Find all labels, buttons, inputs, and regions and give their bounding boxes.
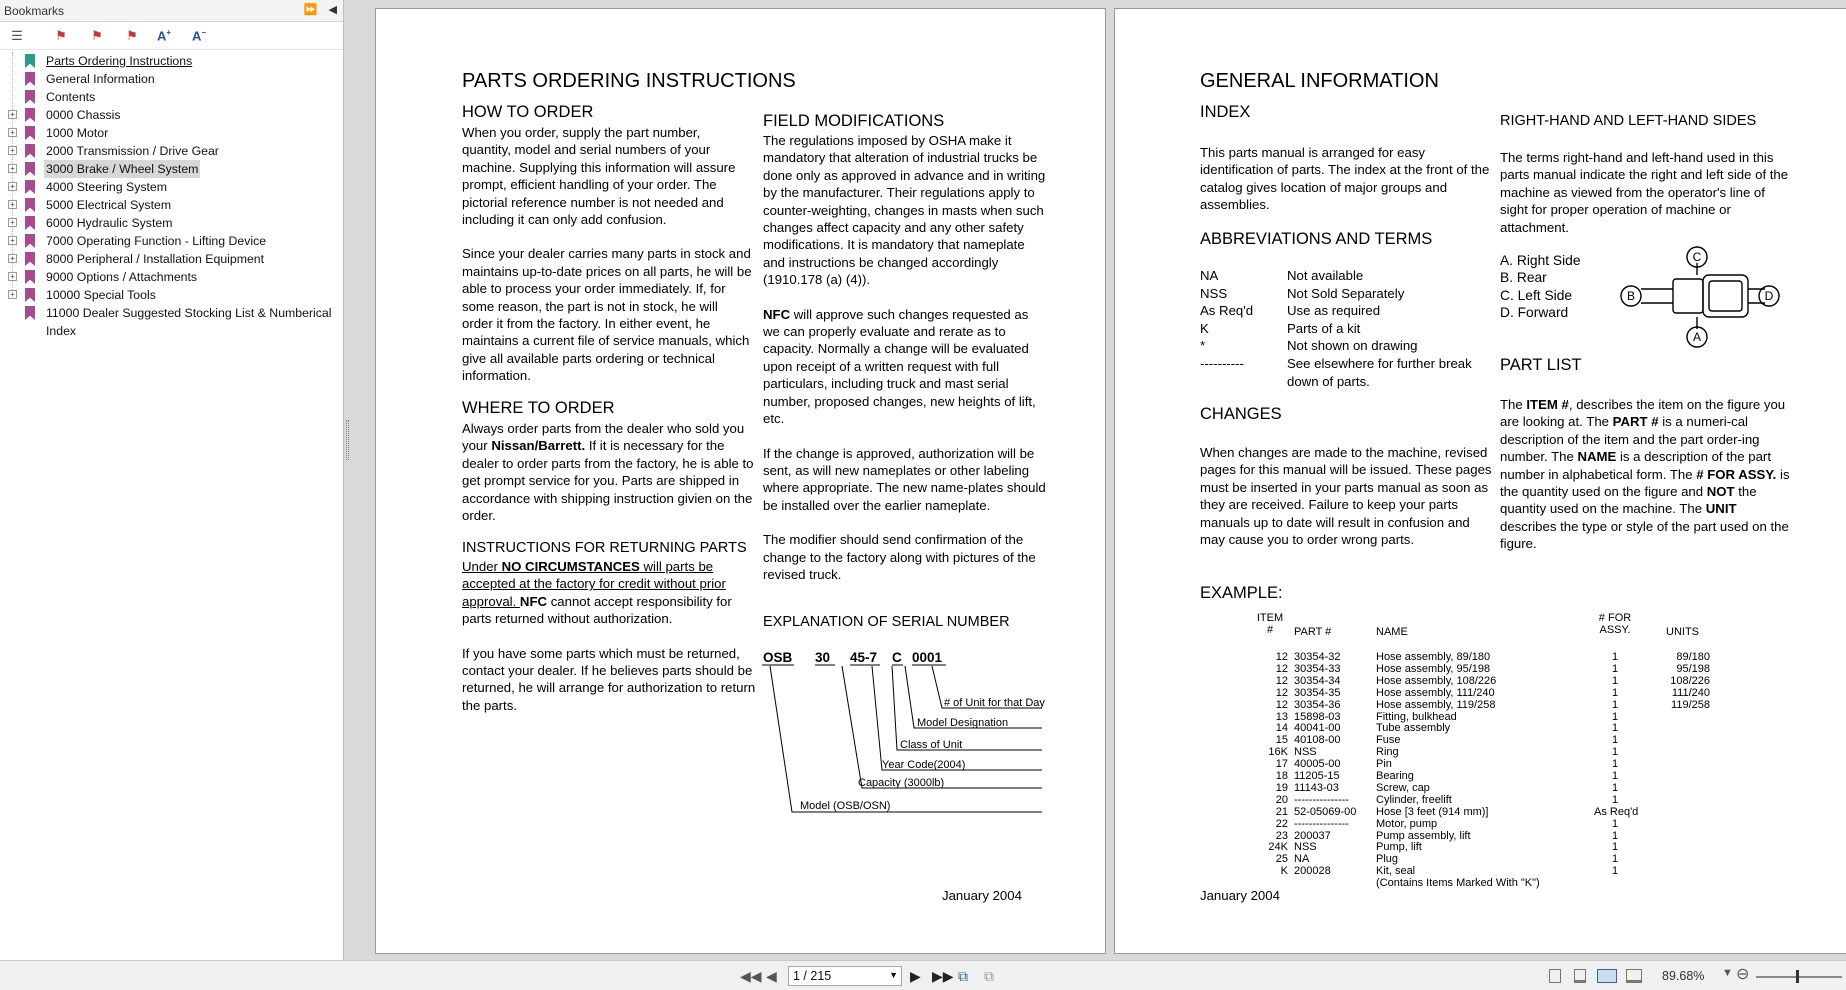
table-cell-assy: 1 [1611,698,1619,711]
side-letter-a: A [1692,330,1702,344]
bookmark-icon [25,126,35,140]
go-forward-icon[interactable]: ⧉ [984,968,994,984]
side-letter-d: D [1764,289,1774,303]
part-list-text: The ITEM #, describes the item on the figure you are looking at. The PART # is a numeri-cal description of the item and the part order-ing number. The NAME is a description of the part number in alphabetical form. The # FOR ASSY. is the quantity used on the figure and NOT the quantity used on the machine. The UNIT describes the type or style of the part used on the figure. [1500,397,1790,552]
col-header-item: ITEM # [1256,612,1284,636]
bookmark-label: 7000 Operating Function - Lifting Device [46,234,267,248]
table-cell-assy: 1 [1611,674,1619,687]
table-cell-assy: 1 [1611,865,1619,878]
expand-plus-icon[interactable]: + [8,128,17,137]
first-page-icon[interactable]: ◀◀ [740,968,762,984]
table-cell-item: 12 [1275,686,1288,699]
abbr-key: NA [1200,268,1219,283]
bookmark-label: 9000 Options / Attachments [46,270,198,284]
table-cell-part: 200037 [1294,829,1331,842]
table-cell-part: 30354-36 [1294,698,1341,711]
abbr-value: See elsewhere for further break [1287,356,1472,371]
bookmark-add-icon[interactable]: ⚑ [55,28,67,43]
how-to-order-text: When you order, supply the part number, quantity, model and serial numbers of your machine. Supplying this information will assure prompt, efficient handling of your order. The pictorial reference number is not needed and including it can only add confusion. Since your dealer carries many parts in stock and maintains up-to-date prices on all parts, he will be able to process your order immediately. If, for some reason, the part is not in stock, he will order it from the factory. In either event, he maintains a current file of service manuals, which give all available parts ordering or technical information. [462,125,752,384]
double-right-arrow-icon[interactable]: ⏩ [303,4,318,16]
table-cell-name: Hose assembly, 111/240 [1376,686,1495,699]
sidebar-bookmark-item[interactable] [0,160,343,178]
bookmark-icon [25,180,35,194]
section-heading: INSTRUCTIONS FOR RETURNING PARTS [462,540,747,556]
table-cell-name: Screw, cap [1376,781,1430,794]
where-to-order-text: Always order parts from the dealer who sold you your Nissan/Barrett. If it is necessary for the dealer to order parts from the factory, he is able to get prompt service for you. Parts are shipped in accordance with shipping instruction givien on the order. [462,421,754,524]
table-cell-assy: 1 [1611,758,1619,771]
table-cell-assy: 1 [1611,817,1619,830]
table-cell-assy: 1 [1611,722,1619,735]
table-cell-assy: 1 [1611,853,1619,866]
bookmarks-header [0,0,343,22]
bookmark-icon [25,216,35,230]
table-cell-assy: 1 [1611,829,1619,842]
section-heading: INDEX [1200,103,1251,121]
bookmark-icon [25,54,35,68]
section-heading: FIELD MODIFICATIONS [763,112,945,130]
table-cell-item: 12 [1275,651,1288,663]
changes-text: When changes are made to the machine, revised pages for this manual will be issued. These pages must be inserted in your parts manual as soon as they are received. Failure to keep your parts manuals up to date will result in confusion and may cause you to order wrong parts. [1200,445,1492,548]
abbr-key: NSS [1200,285,1228,301]
table-cell-part: --------------- [1294,793,1349,806]
table-cell-part: 30354-32 [1294,651,1341,663]
table-cell-item: 13 [1275,710,1288,723]
bookmark-icon [25,108,35,122]
table-cell-name: Motor, pump [1376,817,1438,830]
bookmark-icon [25,306,35,320]
abbr-key: As Req'd [1200,303,1254,319]
prev-page-icon[interactable]: ◀ [766,968,777,984]
panel-resize-handle[interactable] [346,420,349,460]
table-cell-unit: 119/258 [1671,698,1710,711]
bookmarks-panel [0,0,344,960]
bookmark-icon [25,162,35,176]
table-cell-name: Kit, seal [1376,865,1416,878]
table-cell-item: 15 [1275,734,1288,747]
abbr-value: Parts of a kit [1287,320,1361,336]
bookmark-label: General Information [46,72,155,86]
serial-label: Class of Unit [900,739,963,751]
field-mod-text: The regulations imposed by OSHA make it mandatory that alteration of industrial trucks be done only as approved in advance and in writing by the manufacturer. Their regulations apply to counter-weighting, changes in masts when such changes affect capacity and any other safety modifications. It is mandatory that nameplate and instructions be changed accordingly (1910.178 (a) (4)). NFC will approve such changes requested as we can properly evaluate and rerate as to capacity. Normally a change will be evaluated upon receipt of a written request with full particulars, including truck and mast serial number, proposed changes, new heights of lift, etc. If the change is approved, authorization will be sent, as will new nameplates or other labeling where appropriate. The new name-plates should be installed over the earlier nameplate. The modifier should send confirmation of the change to the factory along with pictures of the revised truck. [763,133,1046,582]
table-cell-item: K [1280,865,1288,878]
table-cell-assy: 1 [1611,662,1619,675]
go-back-icon[interactable]: ⧉ [958,968,968,984]
table-cell-item: 19 [1275,781,1288,794]
chevron-down-icon[interactable]: ▼ [889,970,898,980]
table-cell-name: Hose [3 feet (914 mm)] [1376,805,1489,818]
options-icon[interactable]: ☰ [11,28,23,43]
table-cell-name: Pump assembly, lift [1376,829,1471,842]
left-triangle-icon[interactable]: ◀ [328,4,337,16]
table-cell-part: 40108-00 [1294,734,1341,747]
table-cell-assy: As Req'd [1594,805,1639,818]
table-cell-assy: 1 [1611,770,1619,782]
bookmark-delete-icon[interactable]: ⚑ [91,28,103,43]
sidebar-bookmark-item[interactable] [0,268,343,286]
serial-part-year: 45-7 [850,650,878,665]
table-cell-item: 21 [1275,805,1288,818]
table-cell-item: 14 [1275,722,1288,735]
table-cell-assy: 1 [1611,651,1619,663]
table-cell-unit: 108/226 [1670,674,1710,687]
bookmark-icon [25,270,35,284]
bookmark-label: 3000 Brake / Wheel System [46,162,199,176]
table-cell-name: Fuse [1376,734,1401,747]
serial-label: Model (OSB/OSN) [800,800,891,812]
col-header-assy: # FOR ASSY. [1598,612,1632,636]
returning-text: Under NO CIRCUMSTANCES will parts be accepted at the factory for credit without prior approval. NFC cannot accept responsibility for parts returned without authorization. If you have some parts which must be returned, contact your dealer. If he believes parts should be returned, he will arrange for authorization to return the parts. [462,559,756,713]
sides-text: The terms right-hand and left-hand used in this parts manual indicate the right and left side of the machine as viewed from the operator's line of sight for proper operation of machine or attachment. [1500,150,1789,235]
serial-part-class: C [892,650,902,665]
table-cell-name: Hose assembly, 119/258 [1376,698,1496,711]
facing-icon[interactable] [1597,969,1617,983]
serial-label: Model Designation [917,717,1009,729]
table-cell-item: 12 [1275,698,1288,711]
serial-number-diagram [762,648,1052,818]
table-cell-name: Bearing [1376,770,1414,782]
table-cell-part: --------------- [1294,817,1349,830]
bookmark-label: Index [46,324,77,338]
sidebar-bookmark-item[interactable] [0,106,343,124]
bookmark-label: 5000 Electrical System [46,198,172,212]
table-cell-assy: 1 [1611,793,1619,806]
side-list-item: A. Right Side [1500,253,1581,268]
table-cell-item: 12 [1275,674,1288,687]
page-number-input[interactable]: 1 / 215 ▼ [788,966,902,986]
table-cell-item: 25 [1275,853,1288,866]
table-cell-assy: 1 [1611,781,1619,794]
table-cell-part: NSS [1294,841,1317,854]
table-cell-part: 30354-34 [1294,674,1341,687]
expand-plus-icon[interactable]: + [8,272,17,281]
abbr-value: Not shown on drawing [1287,338,1418,354]
zoom-level[interactable]: 89.68% [1662,969,1705,983]
table-cell-assy: 1 [1611,686,1619,699]
table-cell-item: 18 [1275,770,1288,782]
zoom-slider[interactable] [1756,976,1842,978]
bookmark-icon [25,198,35,212]
expand-plus-icon[interactable]: + [8,146,17,155]
bookmark-icon [25,252,35,266]
page-title: GENERAL INFORMATION [1200,70,1439,92]
sidebar-bookmark-item[interactable] [0,52,343,70]
bookmark-label: 8000 Peripheral / Installation Equipment [46,252,265,266]
table-cell-part: 200028 [1294,865,1331,878]
abbr-value: Not available [1287,268,1364,283]
last-page-icon[interactable]: ▶▶ [932,968,954,984]
single-page-icon[interactable] [1549,969,1561,983]
sidebar-bookmark-item[interactable] [0,70,343,88]
expand-plus-icon[interactable]: + [8,254,17,263]
table-cell-unit: 111/240 [1671,686,1710,699]
sidebar-bookmark-item[interactable] [0,124,343,142]
side-letter-b: B [1626,289,1636,303]
expand-plus-icon[interactable]: + [8,218,17,227]
bookmark-label: Parts Ordering Instructions [46,54,193,68]
bookmark-icon [25,72,35,86]
serial-label: Capacity (3000lb) [858,777,945,789]
font-increase-icon[interactable]: A+ [156,28,172,44]
table-cell-part: 11143-03 [1294,781,1339,794]
expand-plus-icon[interactable]: + [8,290,17,299]
bookmark-icon [25,288,35,302]
sidebar-bookmark-item[interactable] [0,88,343,106]
zoom-dropdown-icon[interactable]: ▼ [1722,967,1733,979]
side-letter-c: C [1692,250,1702,264]
serial-part-model: OSB [763,650,793,665]
section-heading: CHANGES [1200,405,1282,423]
bookmark-icon [25,90,35,104]
bookmarks-toolbar [0,22,343,50]
table-cell-name: (Contains Items Marked With "K") [1376,877,1540,890]
section-heading: RIGHT-HAND AND LEFT-HAND SIDES [1500,113,1757,129]
table-cell-name: Ring [1376,746,1399,759]
bookmark-label: 2000 Transmission / Drive Gear [46,144,219,158]
sidebar-bookmark-item[interactable] [0,286,343,304]
page-date: January 2004 [942,888,1022,903]
table-cell-name: Pin [1376,758,1392,771]
abbr-value: Not Sold Separately [1287,285,1405,301]
col-header-part: PART # [1294,626,1332,638]
table-cell-item: 12 [1275,662,1288,675]
machine-sides-diagram [1605,245,1785,350]
table-cell-item: 17 [1275,758,1288,771]
status-bar [0,960,1846,990]
table-cell-item: 23 [1275,829,1288,842]
zoom-out-icon[interactable]: ⊖ [1736,966,1750,983]
section-heading: WHERE TO ORDER [462,399,615,417]
table-cell-part: 40041-00 [1294,722,1341,735]
abbr-value: Use as required [1287,303,1381,319]
abbr-key: * [1200,338,1206,354]
sidebar-bookmark-item[interactable] [0,304,343,322]
table-cell-unit: 95/198 [1676,662,1710,675]
table-cell-assy: 1 [1611,746,1619,759]
table-cell-part: 30354-35 [1294,686,1341,699]
sidebar-bookmark-item[interactable] [0,196,343,214]
bookmark-label: 1000 Motor [46,126,109,140]
table-cell-name: Tube assembly [1376,722,1451,735]
page-date: January 2004 [1200,888,1280,903]
section-heading: EXPLANATION OF SERIAL NUMBER [763,614,1010,630]
table-cell-part: NA [1294,853,1310,866]
serial-label: Year Code(2004) [882,759,966,771]
zoom-slider-handle[interactable] [1796,970,1799,983]
side-list-item: C. Left Side [1500,287,1573,303]
table-cell-item: 20 [1275,793,1288,806]
bookmark-icon [25,234,35,248]
table-cell-part: 11205-15 [1294,770,1340,782]
section-heading: HOW TO ORDER [462,103,594,121]
table-cell-part: 52-05069-00 [1294,805,1357,818]
continuous-icon[interactable] [1574,969,1586,983]
table-cell-part: 40005-00 [1294,758,1341,771]
bookmark-label: Contents [46,90,96,104]
expand-plus-icon[interactable]: + [8,110,17,119]
table-cell-part: 30354-33 [1294,662,1341,675]
expand-plus-icon[interactable]: + [8,182,17,191]
index-text: This parts manual is arranged for easy identification of parts. The index at the front of the catalog gives location of major groups and assemblies. [1200,145,1490,213]
bookmark-icon [25,144,35,158]
table-cell-part: 15898-03 [1294,710,1341,723]
serial-part-unit: 0001 [912,650,943,665]
sidebar-bookmark-item[interactable] [0,232,343,250]
table-cell-assy: 1 [1611,841,1619,854]
serial-label: # of Unit for that Day [944,697,1045,709]
serial-part-capacity: 30 [815,650,831,665]
table-cell-item: 16K [1268,746,1288,759]
sidebar-bookmark-item[interactable] [0,142,343,160]
abbr-key: K [1200,320,1209,336]
bookmark-label: 6000 Hydraulic System [46,216,173,230]
section-heading: ABBREVIATIONS AND TERMS [1200,230,1433,248]
abbr-value: down of parts. [1287,373,1370,389]
continuous-facing-icon[interactable] [1626,969,1642,983]
side-list-item: D. Forward [1500,304,1569,320]
table-cell-name: Hose assembly, 108/226 [1376,674,1497,687]
table-cell-name: Cylinder, freelift [1376,793,1452,806]
next-page-icon[interactable]: ▶ [910,968,921,984]
section-heading: EXAMPLE: [1200,584,1283,602]
table-cell-name: Fitting, bulkhead [1376,710,1457,723]
table-cell-part: NSS [1294,746,1317,759]
sidebar-bookmark-item[interactable] [0,250,343,268]
side-list-item: B. Rear [1500,270,1547,286]
bookmarks-tree [0,52,343,340]
expand-plus-icon[interactable]: + [8,200,17,209]
table-cell-item: 24K [1268,841,1288,854]
bookmark-label: 4000 Steering System [46,180,167,194]
bookmark-label: 10000 Special Tools [46,288,156,302]
bookmark-label: 11000 Dealer Suggested Stocking List & Numberical [46,306,332,320]
col-header-units: UNITS [1666,626,1699,638]
font-decrease-icon[interactable]: A− [191,28,207,44]
sidebar-bookmark-item[interactable] [0,214,343,232]
sidebar-bookmark-item-continuation[interactable] [0,322,343,340]
abbr-key: ---------- [1200,356,1244,371]
table-cell-name: Plug [1376,853,1399,866]
page-title: PARTS ORDERING INSTRUCTIONS [462,70,796,92]
table-cell-unit: 89/180 [1676,651,1710,663]
table-cell-name: Hose assembly, 89/180 [1376,651,1491,663]
section-heading: PART LIST [1500,356,1582,374]
table-cell-item: 22 [1275,817,1288,830]
table-cell-name: Hose assembly, 95/198 [1376,662,1491,675]
expand-plus-icon[interactable]: + [8,236,17,245]
bookmark-find-icon[interactable]: ⚑ [126,28,138,43]
sidebar-bookmark-item[interactable] [0,178,343,196]
bookmarks-title: Bookmarks [4,4,65,18]
table-cell-assy: 1 [1611,734,1619,747]
expand-plus-icon[interactable]: + [8,164,17,173]
col-header-name: NAME [1376,626,1408,638]
table-cell-assy: 1 [1611,710,1619,723]
table-cell-name: Pump, lift [1376,841,1422,854]
bookmark-label: 0000 Chassis [46,108,121,122]
